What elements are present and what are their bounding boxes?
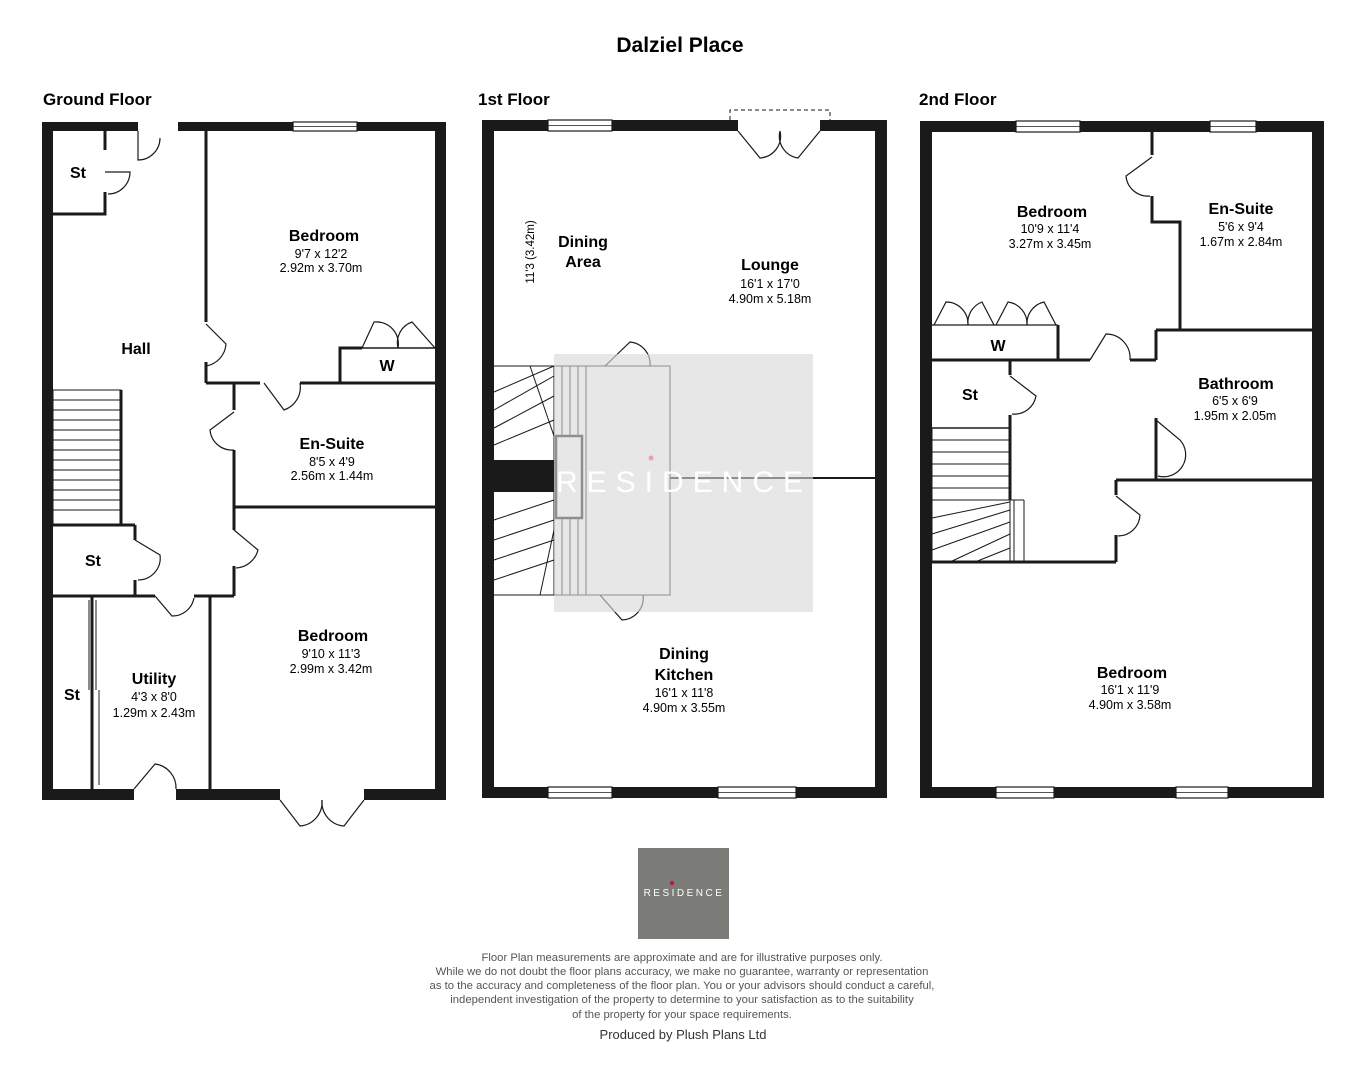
second-bedroom2-label: Bedroom [1096,665,1168,682]
ground-floor-plan [42,90,446,826]
residence-logo [638,848,729,939]
plan-title: Dalziel Place [616,34,744,57]
ground-store-top-label: St [70,165,86,182]
disclaimer-block [430,952,935,1021]
second-wardrobe-label: W [990,338,1006,355]
ground-door-swings [105,131,435,826]
second-bedroom-dim-imperial: 10'9 x 11'4 [1020,222,1080,236]
ground-utility-dim-imperial: 4'3 x 8'0 [131,690,177,704]
first-balcony-outline [730,110,830,120]
ground-bedroom-label: Bedroom [288,228,360,245]
watermark-text: RESIDENCE [555,466,813,499]
ground-utility-label: Utility [131,671,177,688]
first-dining-kitchen-dim-imperial: 16'1 x 11'8 [654,686,714,700]
ground-hall-label: Hall [121,341,151,358]
first-floor-label: 1st Floor [478,90,550,109]
logo-dot [670,881,674,885]
second-floor-plan [919,90,1324,798]
disclaimer-line-2: While we do not doubt the floor plans accuracy, we make no guarantee, warranty or representation [435,966,929,978]
second-bedroom2-dim-imperial: 16'1 x 11'9 [1100,683,1160,697]
first-floor-plan [478,90,887,798]
second-bedroom-label: Bedroom [1016,204,1088,221]
ground-utility-dim-metric: 1.29m x 2.43m [112,706,196,720]
ground-ensuite-dim-metric: 2.56m x 1.44m [290,469,374,483]
disclaimer-line-1: Floor Plan measurements are approximate and are for illustrative purposes only. [481,952,883,964]
ground-store-low-label: St [64,687,80,704]
ground-bedroom-dim-imperial: 9'7 x 12'2 [294,247,348,261]
first-watermark [554,354,813,612]
second-ensuite-label: En-Suite [1208,201,1274,218]
ground-ensuite-dim-imperial: 8'5 x 4'9 [309,455,355,469]
first-dining-area-label-line2: Area [565,254,601,271]
first-dining-area-label-line1: Dining [558,234,608,251]
logo-text: RESIDENCE [643,888,725,899]
second-floor-label: 2nd Floor [919,90,997,109]
first-stair-void [494,460,554,492]
first-lounge-dim-metric: 4.90m x 5.18m [728,292,812,306]
disclaimer-line-3: as to the accuracy and completeness of the floor plan. You or your advisors should conduct a careful, [429,980,935,992]
first-dining-area-vertical-dim: 11'3 (3.42m) [525,220,537,284]
second-bedroom2-dim-metric: 4.90m x 3.58m [1088,698,1172,712]
second-store-label: St [962,387,978,404]
producer-credit: Produced by Plush Plans Ltd [599,1027,767,1042]
second-bathroom-dim-metric: 1.95m x 2.05m [1193,409,1277,423]
ground-store-mid-label: St [85,553,101,570]
ground-window-top [293,122,357,131]
ground-bedroom2-dim-imperial: 9'10 x 11'3 [301,647,361,661]
second-bathroom-label: Bathroom [1198,376,1274,393]
ground-ensuite-label: En-Suite [299,436,365,453]
second-internal-walls [932,132,1312,562]
first-dining-kitchen-label-line2: Kitchen [654,667,714,684]
ground-outer-walls [42,122,446,800]
ground-bedroom-dim-metric: 2.92m x 3.70m [279,261,363,275]
ground-bedroom2-dim-metric: 2.99m x 3.42m [289,662,373,676]
second-staircase [932,428,1024,562]
ground-floor-label: Ground Floor [43,90,152,109]
first-lounge-label: Lounge [741,257,799,274]
ground-bedroom2-label: Bedroom [297,628,369,645]
disclaimer-line-5: of the property for your space requirements. [572,1009,792,1021]
second-ensuite-dim-imperial: 5'6 x 9'4 [1218,220,1264,234]
ground-wardrobe-label: W [379,358,395,375]
second-ensuite-dim-metric: 1.67m x 2.84m [1199,235,1283,249]
second-bedroom-dim-metric: 3.27m x 3.45m [1008,237,1092,251]
first-lounge-dim-imperial: 16'1 x 17'0 [740,277,800,291]
first-dining-kitchen-label-line1: Dining [659,646,709,663]
second-bathroom-dim-imperial: 6'5 x 6'9 [1212,394,1258,408]
disclaimer-line-4: independent investigation of the property to determine to your satisfaction as to the suitability [450,994,914,1006]
ground-staircase [53,390,121,525]
first-dining-kitchen-dim-metric: 4.90m x 3.55m [642,701,726,715]
